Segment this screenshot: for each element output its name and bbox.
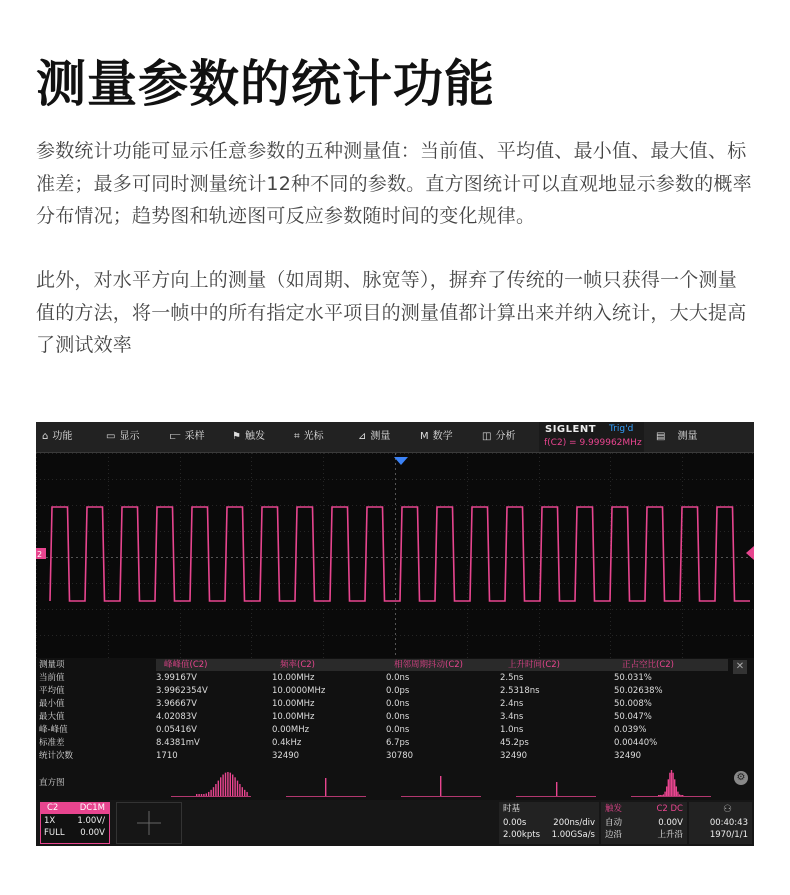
measurement-row xyxy=(36,724,728,737)
frequency-readout: f(C2) = 9.999962MHz xyxy=(544,438,642,448)
measurement-column-header[interactable]: 峰峰值(C2) xyxy=(164,660,208,670)
menu-trigger[interactable] xyxy=(232,422,265,452)
histogram-bar xyxy=(674,779,675,796)
histogram-label: 直方图 xyxy=(39,778,65,788)
histogram-bar xyxy=(196,794,197,796)
measurement-value: 0.4kHz xyxy=(272,738,302,748)
cursor-icon: ⌗ xyxy=(294,431,300,442)
measurement-row-label: 最大值 xyxy=(39,712,65,722)
histogram-bar xyxy=(668,779,669,796)
histogram-bar xyxy=(661,795,662,796)
measurement-value: 3.4ns xyxy=(500,712,524,722)
list-icon: ▤ xyxy=(656,431,666,442)
channel-probe-row xyxy=(41,816,109,827)
measurement-value: 0.05416V xyxy=(156,725,197,735)
clock-box xyxy=(689,802,752,844)
menu-label: 数学 xyxy=(432,431,453,442)
menu-label: 分析 xyxy=(495,431,516,442)
brand-logo: SIGLENT xyxy=(545,424,597,435)
analysis-icon: ◫ xyxy=(482,431,492,442)
histogram-bar xyxy=(244,790,245,796)
measurement-row xyxy=(36,672,728,685)
histogram-bar xyxy=(227,772,228,796)
measurement-row xyxy=(36,711,728,724)
measurement-value: 0.0ns xyxy=(386,712,410,722)
histogram-bar xyxy=(232,775,233,796)
flag-icon: ⚑ xyxy=(232,431,241,442)
measurement-row xyxy=(36,685,728,698)
histogram-bar xyxy=(242,787,243,796)
menu-label: 触发 xyxy=(244,431,265,442)
detail-paragraph: 此外，对水平方向上的测量（如周期、脉宽等），摒弃了传统的一帧只获得一个测量值的方法，将一帧中的所有指定水平项目的测量值都计算出来并纳入统计，大大提高了测试效率 xyxy=(36,269,747,356)
clock-time: 00:40:43 xyxy=(709,818,748,828)
measurement-value: 0.0ns xyxy=(386,725,410,735)
measurement-value: 0.039% xyxy=(614,725,647,735)
measurement-value: 32490 xyxy=(272,751,300,761)
measurement-header-row xyxy=(36,659,728,672)
measurement-value: 10.00MHz xyxy=(272,673,315,683)
timebase-sample-rate: 1.00GSa/s xyxy=(551,830,595,840)
menu-display[interactable] xyxy=(106,422,139,452)
menu-label: 功能 xyxy=(52,431,73,442)
channel-bw-row xyxy=(41,828,109,839)
measurement-value: 10.00MHz xyxy=(272,699,315,709)
timebase-scale: 200ns/div xyxy=(553,818,595,828)
histogram-bar xyxy=(208,792,209,796)
timebase-memory: 2.00kpts xyxy=(503,830,541,840)
histogram-bar xyxy=(213,787,214,796)
status-panel xyxy=(539,422,644,452)
trigger-source: C2 DC xyxy=(656,804,683,814)
histogram-bar xyxy=(671,770,672,796)
histogram-bar xyxy=(680,795,681,796)
histogram-bar xyxy=(664,792,665,796)
measurement-value: 2.5318ns xyxy=(500,686,540,696)
measurement-row xyxy=(36,698,728,711)
channel-2-marker-label: 2 xyxy=(37,550,43,559)
histogram-bar xyxy=(201,794,202,796)
measurement-value: 1.0ns xyxy=(500,725,524,735)
measurement-value: 6.7ps xyxy=(386,738,410,748)
measurement-value: 32490 xyxy=(614,751,642,761)
trigger-title: 触发 xyxy=(605,804,623,814)
menu-label: 采样 xyxy=(184,431,205,442)
histogram-bar xyxy=(203,794,204,796)
measurement-value: 10.0000MHz xyxy=(272,686,326,696)
histogram-bar xyxy=(220,777,221,796)
histogram-bar xyxy=(239,784,240,796)
measurement-column-header[interactable]: 频率(C2) xyxy=(280,660,315,670)
menu-math[interactable] xyxy=(420,422,453,452)
measurement-value: 50.02638% xyxy=(614,686,663,696)
measurement-value: 50.047% xyxy=(614,712,652,722)
histogram-bar xyxy=(230,773,231,796)
histogram-strip xyxy=(36,764,754,800)
histogram-bar xyxy=(669,773,670,796)
menu-cursor[interactable] xyxy=(294,422,324,452)
measurement-value: 3.99167V xyxy=(156,673,197,683)
histogram-bar xyxy=(676,786,677,796)
menu-label: 测量 xyxy=(677,431,698,442)
measurement-row-label: 当前值 xyxy=(39,673,65,683)
menu-function[interactable] xyxy=(42,422,72,452)
trigger-mode: 自动 xyxy=(605,818,623,828)
math-icon: M xyxy=(420,431,429,442)
network-icon: ⚇ xyxy=(723,804,732,815)
histogram-bar xyxy=(246,792,247,796)
histogram-bar xyxy=(215,784,216,796)
menu-analysis[interactable] xyxy=(482,422,515,452)
measurement-row-label: 标准差 xyxy=(39,738,65,748)
trigger-box[interactable] xyxy=(601,802,687,844)
channel-coupling: DC1M xyxy=(79,803,105,813)
histogram-bar xyxy=(660,795,661,796)
histogram-bar xyxy=(658,795,659,796)
histogram-bar xyxy=(679,794,680,796)
trigger-type: 边沿 xyxy=(605,830,623,840)
histogram-bar xyxy=(218,781,219,796)
channel-probe: 1X xyxy=(44,816,56,826)
histogram-bar xyxy=(225,773,226,796)
menu-measure-right[interactable] xyxy=(656,422,697,452)
trigger-level: 0.00V xyxy=(658,818,683,828)
histogram-bar xyxy=(206,793,207,796)
plus-icon xyxy=(117,803,181,843)
status-bar xyxy=(36,800,754,846)
histogram-bar xyxy=(666,786,667,796)
timebase-box[interactable] xyxy=(499,802,599,844)
histogram-bar xyxy=(210,790,211,796)
measurement-value: 2.4ns xyxy=(500,699,524,709)
trigger-slope: 上升沿 xyxy=(657,830,683,840)
measurement-row xyxy=(36,737,728,750)
measurement-value: 3.96667V xyxy=(156,699,197,709)
measurement-value: 1710 xyxy=(156,751,178,761)
timebase-title: 时基 xyxy=(503,804,521,814)
measurement-header-label: 测量项 xyxy=(39,660,65,670)
histogram-bar xyxy=(672,773,673,796)
menu-bar xyxy=(36,422,754,453)
measurement-panel xyxy=(36,658,754,800)
channel-box[interactable] xyxy=(40,802,110,844)
measurement-row-label: 统计次数 xyxy=(39,751,74,761)
measurement-value: 0.00440% xyxy=(614,738,658,748)
measurement-value: 50.031% xyxy=(614,673,652,683)
measurement-value: 0.0ns xyxy=(386,699,410,709)
measurement-value: 3.9962354V xyxy=(156,686,208,696)
page-title: 测量参数的统计功能 xyxy=(36,55,495,113)
channel-name: C2 xyxy=(47,803,59,813)
home-icon: ⌂ xyxy=(42,431,49,442)
channel-offset: 0.00V xyxy=(80,828,105,838)
close-icon[interactable]: ✕ xyxy=(733,660,747,674)
acquire-icon: ⫍ xyxy=(170,431,181,442)
histogram-bar xyxy=(198,794,199,796)
clock-date: 1970/1/1 xyxy=(709,830,748,840)
menu-measure[interactable] xyxy=(358,422,390,452)
measurement-column-header[interactable]: 相邻周期抖动(C2) xyxy=(394,660,463,670)
oscilloscope-screenshot xyxy=(36,422,754,846)
histogram-bar xyxy=(663,794,664,796)
add-channel-button[interactable] xyxy=(116,802,182,844)
histogram-bar xyxy=(677,792,678,796)
gear-icon[interactable]: ⚙ xyxy=(734,771,748,785)
measurement-column-header[interactable]: 正占空比(C2) xyxy=(622,660,674,670)
histogram-bar xyxy=(234,777,235,796)
timebase-delay: 0.00s xyxy=(503,818,527,828)
measurement-value: 45.2ps xyxy=(500,738,529,748)
measurement-value: 50.008% xyxy=(614,699,652,709)
measure-icon: ⊿ xyxy=(358,431,367,442)
channel-header xyxy=(41,803,109,814)
measurement-value: 0.0ps xyxy=(386,686,410,696)
measurement-row xyxy=(36,750,728,763)
measurement-row-label: 最小值 xyxy=(39,699,65,709)
measurement-value: 10.00MHz xyxy=(272,712,315,722)
intro-paragraph: 参数统计功能可显示任意参数的五种测量值：当前值、平均值、最小值、最大值、标准差；最多可同时测量统计12种不同的参数。直方图统计可以直观地显示参数的概率分布情况；趋势图和轨迹图可反应参数随时间的变化规律。 xyxy=(36,140,752,227)
measurement-column-header[interactable]: 上升时间(C2) xyxy=(508,660,560,670)
histogram-bar xyxy=(440,776,441,796)
waveform-display xyxy=(36,453,754,661)
measurement-value: 8.4381mV xyxy=(156,738,200,748)
channel-bandwidth: FULL xyxy=(44,828,65,838)
menu-label: 显示 xyxy=(119,431,140,442)
display-icon: ▭ xyxy=(106,431,116,442)
trigger-status: Trig'd xyxy=(609,424,634,434)
histogram-bar xyxy=(556,782,557,796)
menu-acquire[interactable] xyxy=(170,422,205,452)
histogram-bar xyxy=(237,781,238,796)
measurement-value: 30780 xyxy=(386,751,414,761)
histogram-bar xyxy=(325,778,326,796)
histogram-bar xyxy=(682,795,683,796)
measurement-value: 4.02083V xyxy=(156,712,197,722)
measurement-row-label: 平均值 xyxy=(39,686,65,696)
menu-label: 测量 xyxy=(370,431,391,442)
measurement-value: 32490 xyxy=(500,751,528,761)
channel-scale: 1.00V/ xyxy=(77,816,105,826)
measurement-value: 0.0ns xyxy=(386,673,410,683)
menu-label: 光标 xyxy=(303,431,324,442)
measurement-value: 2.5ns xyxy=(500,673,524,683)
measurement-value: 0.00MHz xyxy=(272,725,310,735)
measurement-row-label: 峰-峰值 xyxy=(39,725,68,735)
histogram-bar xyxy=(222,775,223,796)
